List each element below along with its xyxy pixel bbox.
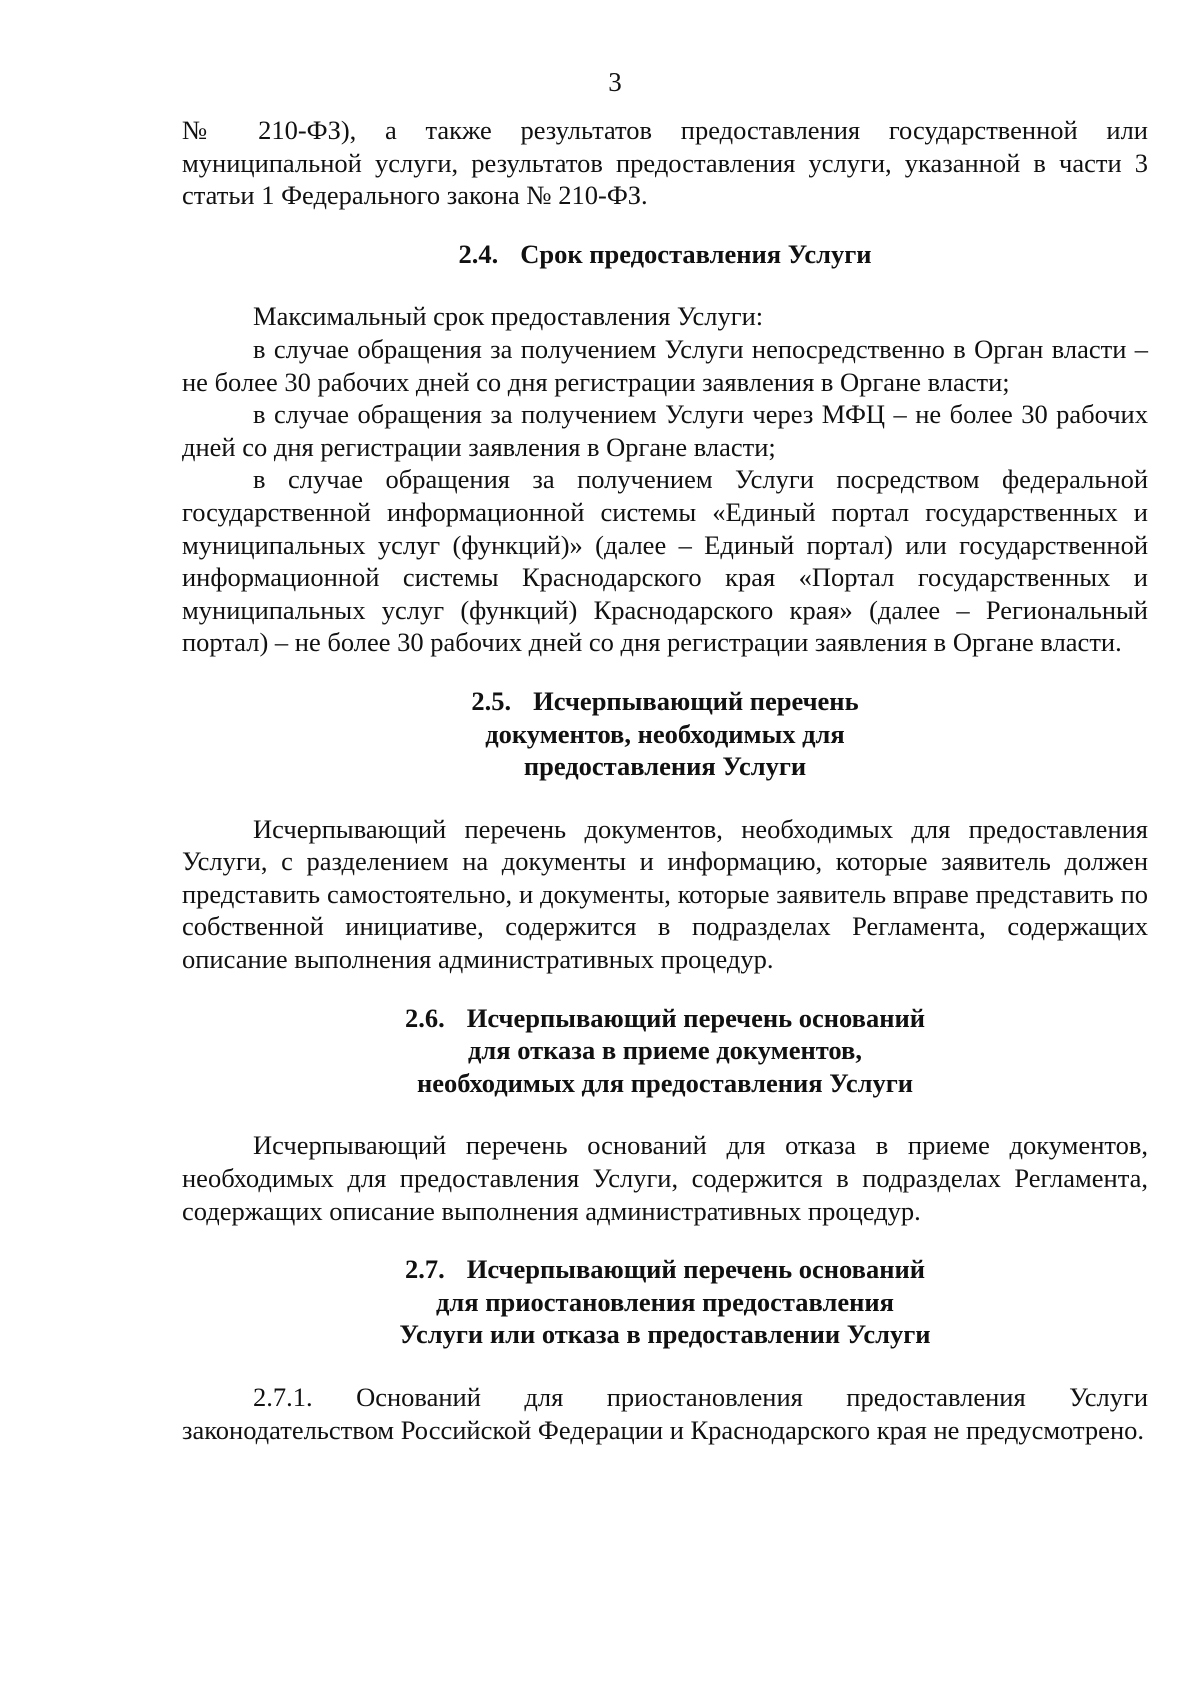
paragraph: Исчерпывающий перечень документов, необходимых для предоставления Услуги, с разделением на документы и информацию, которые заявитель должен представить самостоятельно, и документы, которые заявитель вправе представить по собственной инициативе, содержится в подразделах Регламента, содержащих описание выполнения административных процедур. xyxy=(182,813,1148,975)
section-title: Срок предоставления Услуги xyxy=(520,238,872,269)
paragraph: Исчерпывающий перечень оснований для отказа в приеме документов, необходимых для предоставления Услуги, содержится в подразделах Регламента, содержащих описание выполнения административных процедур. xyxy=(182,1130,1148,1226)
section-heading-2-4 xyxy=(182,238,1148,271)
section-title-line: необходимых для предоставления Услуги xyxy=(416,1067,914,1098)
intro-paragraph: № 210-ФЗ), а также результатов предоставления государственной или муниципальной услуги, результатов предоставления услуги, указанной в части 3 статьи 1 Федерального закона № 210-ФЗ. xyxy=(182,115,1148,211)
section-title-line: для отказа в приеме документов, xyxy=(468,1035,862,1066)
section-heading-2-6 xyxy=(182,1002,1148,1100)
section-title-line: предоставления Услуги xyxy=(523,751,807,782)
section-number: 2.7. xyxy=(404,1254,445,1285)
section-heading-2-5 xyxy=(182,685,1148,783)
section-title-line: для приостановления предоставления xyxy=(436,1286,894,1317)
section-title-line: Услуги или отказа в предоставлении Услуги xyxy=(399,1319,931,1350)
paragraph: в случае обращения за получением Услуги через МФЦ – не более 30 рабочих дней со дня регистрации заявления в Органе власти; xyxy=(182,399,1148,462)
section-number: 2.4. xyxy=(458,238,499,269)
section-number: 2.6. xyxy=(404,1002,445,1033)
page-number: 3 xyxy=(608,67,622,97)
paragraph: 2.7.1. Оснований для приостановления предоставления Услуги законодательством Российской Федерации и Краснодарского края не предусмотрено. xyxy=(182,1382,1148,1445)
paragraph: в случае обращения за получением Услуги посредством федеральной государственной информационной системы «Единый портал государственных и муниципальных услуг (функций)» (далее – Единый портал) или государственной информационной системы Краснодарского края «Портал государственных и муниципальных услуг (функций) Краснодарского края» (далее – Региональный портал) – не более 30 рабочих дней со дня регистрации заявления в Органе власти. xyxy=(182,464,1148,658)
section-heading-2-7 xyxy=(182,1253,1148,1351)
section-title-line: Исчерпывающий перечень оснований xyxy=(466,1254,926,1285)
section-number: 2.5. xyxy=(471,685,512,716)
paragraph: Максимальный срок предоставления Услуги: xyxy=(253,301,764,332)
section-title-line: Исчерпывающий перечень оснований xyxy=(466,1002,926,1033)
section-title-line: Исчерпывающий перечень xyxy=(533,685,859,716)
section-title-line: документов, необходимых для xyxy=(485,718,845,749)
document-body xyxy=(182,114,1148,1446)
paragraph: в случае обращения за получением Услуги непосредственно в Орган власти – не более 30 рабочих дней со дня регистрации заявления в Органе власти; xyxy=(182,333,1148,397)
